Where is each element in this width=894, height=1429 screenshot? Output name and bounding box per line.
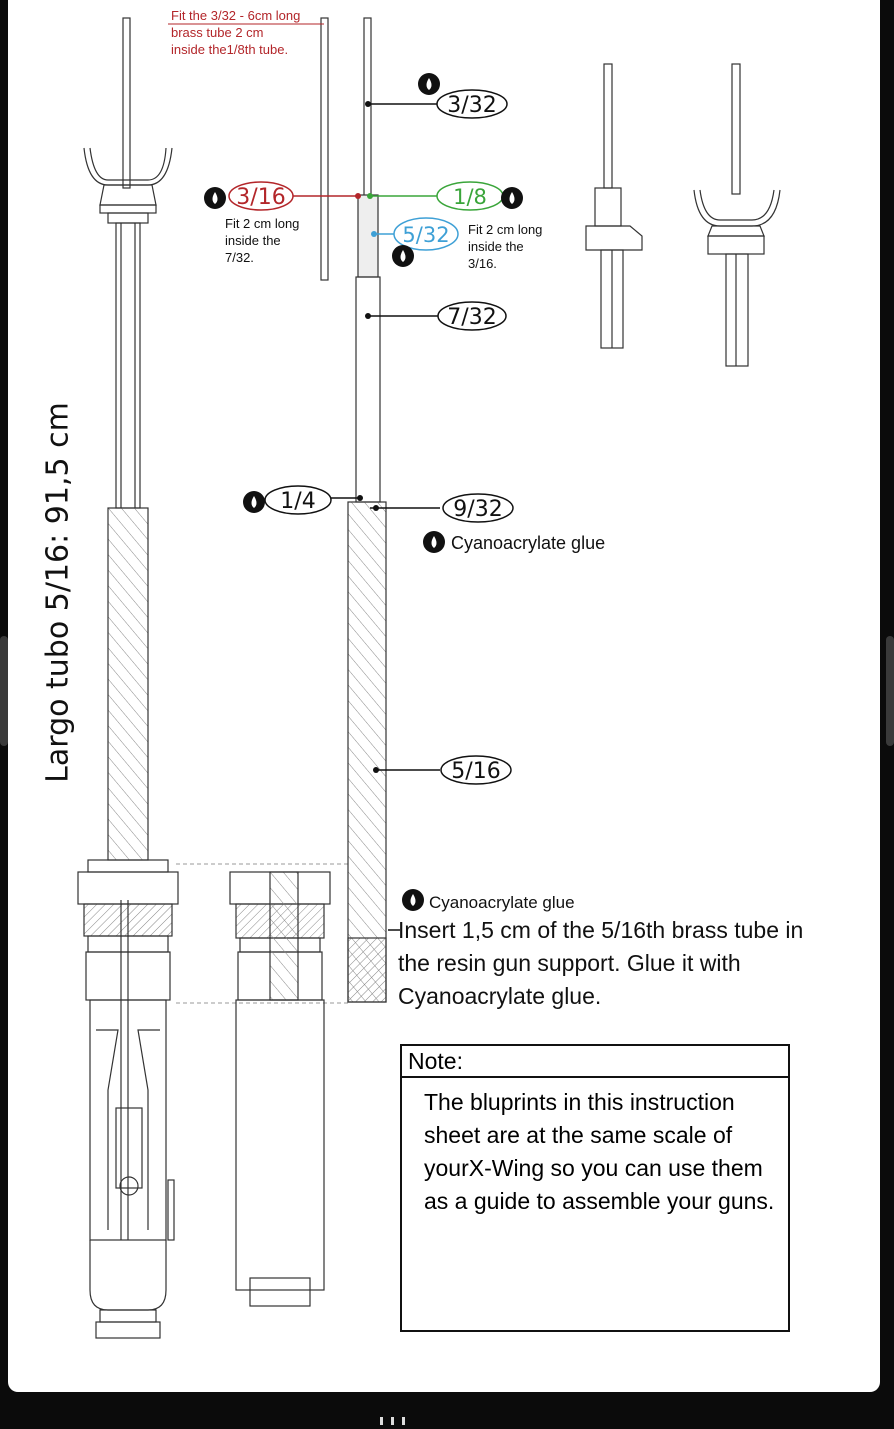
svg-text:3/16.: 3/16. [468,256,497,271]
glue-drop-icon [392,245,414,267]
glue-drop-icon [402,889,424,911]
left-mid-tube [116,223,140,508]
right-edge-handle[interactable] [886,636,894,746]
insert-instruction: Insert 1,5 cm of the 5/16th brass tube in the resin gun support. Glue it with Cyanoacrylate glue. [398,917,804,1009]
svg-text:brass tube 2 cm: brass tube 2 cm [171,25,264,40]
svg-text:3/32: 3/32 [447,93,497,118]
note-title: Note: [402,1046,788,1078]
svg-text:5/32: 5/32 [402,223,450,247]
top-note [171,8,300,57]
note-body: The bluprints in this instruction sheet are at the same scale of yourX-Wing so you can use them as a guide to assemble your guns. [424,1089,775,1214]
brass-3-32-tube [321,18,328,280]
svg-text:9/32: 9/32 [453,497,503,522]
glue-drop-icon [423,531,445,553]
left-edge-handle[interactable] [0,636,8,746]
svg-text:7/32: 7/32 [447,305,497,330]
label-1-4 [265,486,331,514]
label-9-32 [443,494,513,522]
svg-text:5/16: 5/16 [451,759,501,784]
left-5-16-tube [108,508,148,860]
glue-label-1: Cyanoacrylate glue [451,533,606,553]
label-3-16 [229,182,293,210]
brass-5-16-tube [348,502,386,1002]
home-indicator [380,1410,460,1418]
left-tip-tube [123,18,130,188]
svg-text:inside the: inside the [468,239,524,254]
instruction-sheet [8,0,880,1392]
svg-text:1/4: 1/4 [280,489,316,514]
label-7-32 [438,302,506,330]
left-gun-assembly [78,18,178,1338]
svg-text:inside the: inside the [225,233,281,248]
glue-drop-icon [204,187,226,209]
svg-text:inside the1/8th tube.: inside the1/8th tube. [171,42,289,57]
middle-gun-section [230,872,330,1306]
tube-length-label: Largo tubo 5/16: 91,5 cm [40,402,76,783]
label-3-32 [437,90,507,118]
fit-note-left [225,216,299,265]
svg-text:3/16: 3/16 [236,185,286,210]
note-box [400,1044,790,1332]
svg-text:1/8: 1/8 [453,185,487,209]
right-detail-views [586,64,780,366]
svg-text:7/32.: 7/32. [225,250,254,265]
label-5-16 [441,756,511,784]
fit-note-right [468,222,542,271]
glue-label-2: Cyanoacrylate glue [429,893,575,912]
svg-text:Fit the 3/32 - 6cm long: Fit the 3/32 - 6cm long [171,8,301,23]
glue-drop-icon [501,187,523,209]
glue-drop-icon [243,491,265,513]
svg-text:Fit 2 cm long: Fit 2 cm long [468,222,543,237]
glue-drop-icon [418,73,440,95]
svg-text:Fit 2 cm long: Fit 2 cm long [225,216,300,231]
label-1-8 [437,182,503,210]
